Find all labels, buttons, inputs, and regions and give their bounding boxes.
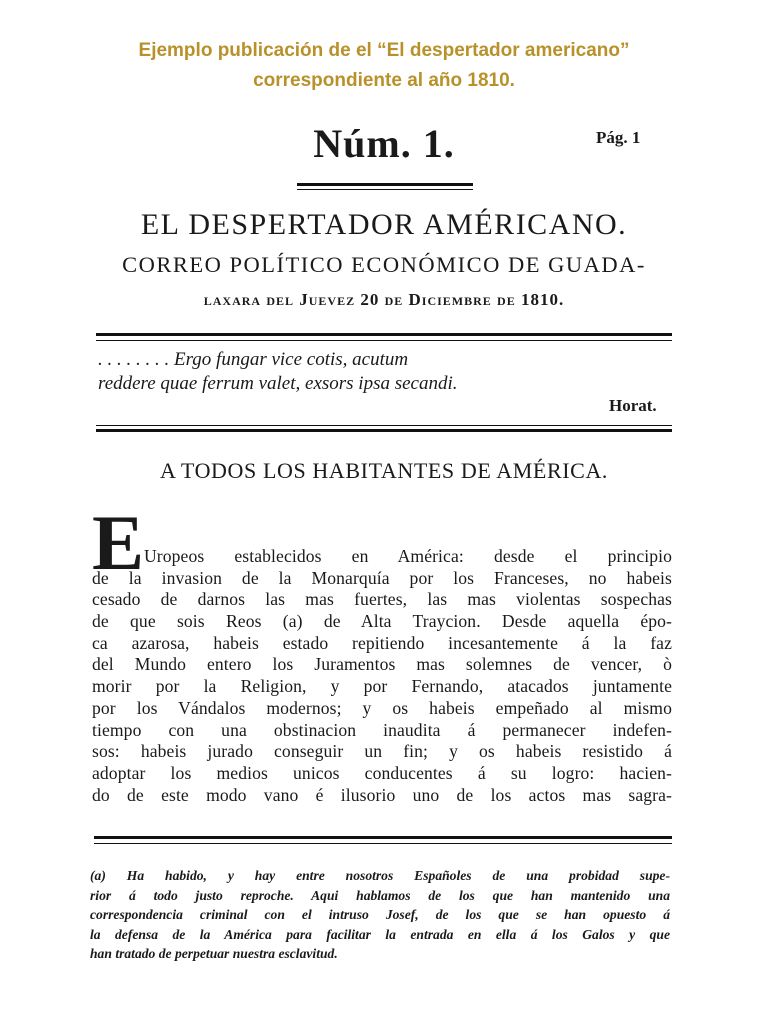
caption-line-1: Ejemplo publicación de el “El despertador americano” (138, 40, 630, 61)
article-line: sos: habeis jurado conseguir un fin; y os habeis resistido á (92, 741, 672, 762)
footnote-rule-thick (94, 836, 672, 839)
drop-cap: E (92, 499, 145, 586)
footnote-line: (a) Ha habido, y hay entre nosotros Españoles de una probidad supe- (90, 868, 670, 883)
page-number: Pág. 1 (596, 128, 641, 147)
image-caption (0, 36, 768, 96)
footnote (90, 866, 670, 964)
article-body (92, 499, 672, 806)
masthead-rule-thin (297, 189, 473, 190)
article-line: de la invasion de la Monarquía por los Franceses, no habeis (92, 567, 672, 588)
footnote-line: correspondencia criminal con el intruso Josef, de los que se han opuesto á (90, 907, 670, 922)
article-heading: A TODOS LOS HABITANTES DE AMÉRICA. (159, 458, 609, 483)
issue-number: Núm. 1. (313, 121, 455, 166)
caption-line-2: correspondiente al año 1810. (253, 70, 515, 91)
article-line: de que sois Reos (a) de Alta Traycion. Desde aquella épo- (92, 611, 672, 632)
header-rule-thin (96, 340, 672, 341)
footnote-rule-thin (94, 843, 672, 844)
article-line: Uropeos establecidos en América: desde el principio (144, 546, 672, 566)
newspaper-title: EL DESPERTADOR AMÉRICANO. (140, 208, 628, 241)
epigraph-rule-thick (96, 429, 672, 432)
article-line: tiempo con una obstinacion inaudita á permanecer indefen- (92, 719, 672, 740)
footnote-line: rior á todo justo reproche. Aqui hablamos de los que han mantenido una (90, 887, 670, 903)
article-line: cesado de darnos las mas fuertes, las mas violentas sospechas (92, 589, 672, 610)
header-rule-thick (96, 333, 672, 336)
article-line: adoptar los medios unicos conducentes á su logro: hacien- (92, 762, 672, 783)
epigraph-author: Horat. (609, 396, 657, 415)
epigraph-line-2: reddere quae ferrum valet, exsors ipsa secandi. (98, 373, 458, 394)
footnote-line: han tratado de perpetuar nuestra esclavitud. (90, 946, 338, 961)
dateline: laxara del Juevez 20 de Diciembre de 1810. (203, 290, 565, 309)
article-line: por los Vándalos modernos; y os habeis empeñado al mismo (92, 697, 672, 718)
article-line: do de este modo vano é ilusorio uno de los actos mas sagra- (92, 784, 672, 805)
article-line: morir por la Religion, y por Fernando, atacados juntamente (92, 676, 672, 697)
newspaper-subtitle: CORREO POLÍTICO ECONÓMICO DE GUADA- (122, 252, 646, 277)
epigraph-line-1: . . . . . . . . Ergo fungar vice cotis, acutum (98, 349, 409, 370)
epigraph (98, 348, 676, 396)
epigraph-rule-thin (96, 425, 672, 426)
masthead-rule-thick (297, 183, 473, 186)
article-line: ca azarosa, habeis estado repitiendo incesantemente á la faz (92, 632, 672, 653)
article-line: del Mundo entero los Juramentos mas solemnes de vencer, ò (92, 654, 672, 675)
footnote-line: la defensa de la América para facilitar la entrada en ella á los Galos y que (90, 926, 670, 942)
